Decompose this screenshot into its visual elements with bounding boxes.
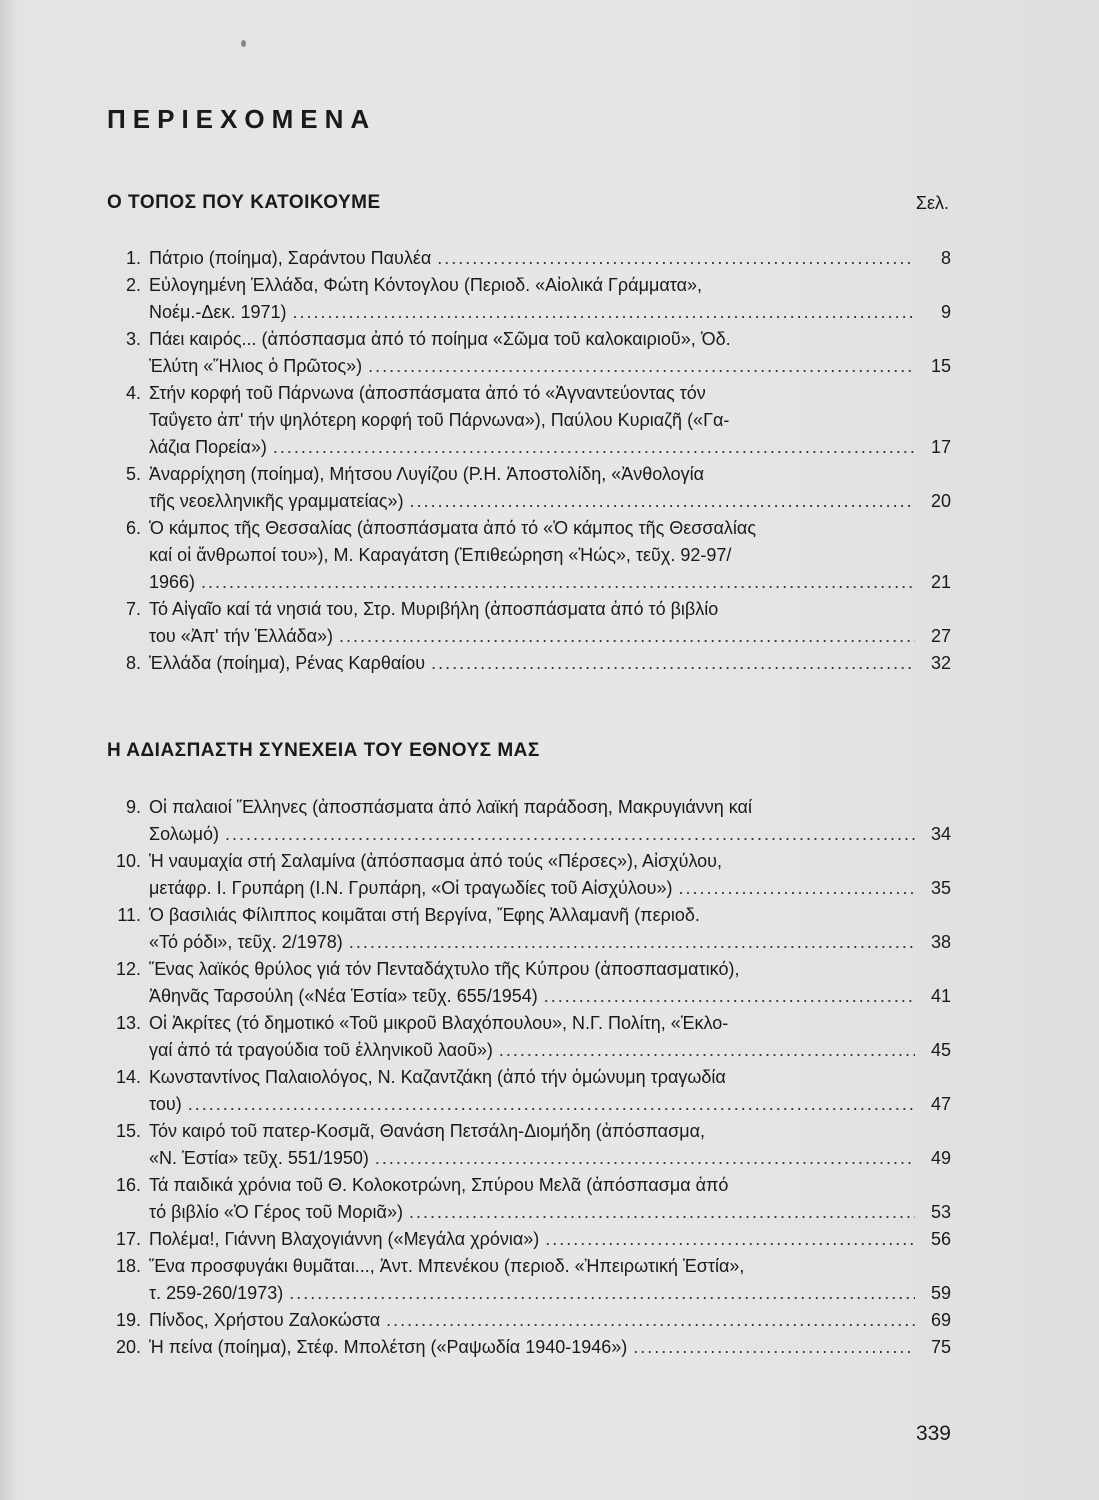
entry-text: Οἱ παλαιοί Ἕλληνες (ἀποσπάσματα ἀπό λαϊκή παράδοση, Μακρυγιάννη καί xyxy=(149,797,752,817)
toc-entry xyxy=(107,650,951,677)
toc-entry xyxy=(107,515,951,596)
toc-section-1 xyxy=(107,245,951,677)
entry-page: 17 xyxy=(930,437,951,457)
toc-entry xyxy=(107,1307,951,1334)
toc-entry xyxy=(107,848,951,902)
entry-page: 34 xyxy=(930,824,951,844)
entry-number: 11. xyxy=(117,905,141,925)
entry-page: 41 xyxy=(930,986,951,1006)
dot-leader xyxy=(431,650,915,677)
entry-number: 15. xyxy=(115,1121,141,1141)
dot-leader xyxy=(349,929,915,956)
page-column-label: Σελ. xyxy=(915,193,949,213)
entry-text: Οἱ Ἀκρίτες (τό δημοτικό «Τοῦ μικροῦ Βλαχόπουλου», Ν.Γ. Πολίτη, «Ἐκλο- xyxy=(149,1013,729,1033)
dot-leader xyxy=(201,569,915,596)
entry-page: 20 xyxy=(930,491,951,511)
toc-entry xyxy=(107,956,951,1010)
toc-entry xyxy=(107,272,951,326)
entry-number: 10. xyxy=(115,851,141,871)
entry-number: 5. xyxy=(125,464,141,484)
toc-entry xyxy=(107,461,951,515)
entry-text: «Τό ρόδι», τεῦχ. 2/1978) xyxy=(149,932,343,952)
entry-text: Ἡ πείνα (ποίημα), Στέφ. Μπολέτση («Ραψωδία 1940-1946») xyxy=(149,1337,628,1357)
entry-text: Ταΰγετο ἀπ' τήν ψηλότερη κορφή τοῦ Πάρνωνα»), Παύλου Κυριαζῆ («Γα- xyxy=(149,410,730,430)
toc-entry xyxy=(107,1253,951,1307)
dot-leader xyxy=(289,1280,915,1307)
entry-text: Τόν καιρό τοῦ πατερ-Κοσμᾶ, Θανάση Πετσάλη-Διομήδη (ἀπόσπασμα, xyxy=(149,1121,705,1141)
section-title-2: Η ΑΔΙΑΣΠΑΣΤΗ ΣΥΝΕΧΕΙΑ ΤΟΥ ΕΘΝΟΥΣ ΜΑΣ xyxy=(107,740,540,761)
dot-leader xyxy=(499,1037,915,1064)
dot-leader xyxy=(273,434,915,461)
toc-entry xyxy=(107,596,951,650)
dot-leader xyxy=(386,1307,915,1334)
entry-text: Ἕνα προσφυγάκι θυμᾶται..., Ἀντ. Μπενέκου (περιοδ. «Ἠπειρωτική Ἑστία», xyxy=(149,1256,745,1276)
entry-text: Κωνσταντίνος Παλαιολόγος, Ν. Καζαντζάκη (ἀπό τήν ὁμώνυμη τραγωδία xyxy=(149,1067,726,1087)
entry-text: του) xyxy=(149,1094,182,1114)
entry-page: 56 xyxy=(930,1229,951,1249)
toc-entry xyxy=(107,326,951,380)
toc-entry xyxy=(107,794,951,848)
entry-text: Πίνδος, Χρήστου Ζαλοκώστα xyxy=(149,1310,381,1330)
entry-text: καί οἱ ἄνθρωποί του»), Μ. Καραγάτση (Ἐπιθεώρηση «Ἠώς», τεῦχ. 92-97/ xyxy=(149,545,732,565)
entry-page: 35 xyxy=(930,878,951,898)
toc-section-2 xyxy=(107,794,951,1361)
entry-number: 13. xyxy=(115,1013,141,1033)
entry-text: Ἑλλάδα (ποίημα), Ρένας Καρθαίου xyxy=(149,653,426,673)
entry-text: Πάτριο (ποίημα), Σαράντου Παυλέα xyxy=(149,248,432,268)
toc-entry xyxy=(107,380,951,461)
dot-leader xyxy=(339,623,915,650)
dot-leader xyxy=(544,983,915,1010)
dot-leader xyxy=(409,1199,915,1226)
entry-text: γαί ἀπό τά τραγούδια τοῦ ἑλληνικοῦ λαοῦ») xyxy=(149,1040,493,1060)
entry-text: του «Ἀπ' τήν Ἑλλάδα») xyxy=(149,626,334,646)
entry-page: 32 xyxy=(930,653,951,673)
entry-text: Ἕνας λαϊκός θρύλος γιά τόν Πενταδάχτυλο τῆς Κύπρου (ἀποσπασματικό), xyxy=(149,959,740,979)
toc-entry xyxy=(107,1010,951,1064)
entry-text: Ὁ βασιλιάς Φίλιππος κοιμᾶται στή Βεργίνα, Ἔφης Ἀλλαμανῆ (περιοδ. xyxy=(149,905,700,925)
dot-leader xyxy=(545,1226,915,1253)
entry-text: Πολέμα!, Γιάννη Βλαχογιάννη («Μεγάλα χρόνια») xyxy=(149,1229,540,1249)
entry-text: μετάφρ. Ι. Γρυπάρη (Ι.Ν. Γρυπάρη, «Οἱ τραγωδίες τοῦ Αἰσχύλου») xyxy=(149,878,673,898)
dot-leader xyxy=(410,488,915,515)
toc-entry xyxy=(107,1118,951,1172)
ink-speck xyxy=(241,40,246,47)
entry-page: 8 xyxy=(940,248,951,268)
entry-page: 49 xyxy=(930,1148,951,1168)
toc-entry xyxy=(107,1334,951,1361)
entry-number: 19. xyxy=(115,1310,141,1330)
entry-number: 17. xyxy=(115,1229,141,1249)
entry-page: 45 xyxy=(930,1040,951,1060)
dot-leader xyxy=(225,821,915,848)
entry-number: 2. xyxy=(125,275,141,295)
entry-number: 16. xyxy=(115,1175,141,1195)
entry-text: Σολωμό) xyxy=(149,824,219,844)
toc-entry xyxy=(107,902,951,956)
toc-entry xyxy=(107,1226,951,1253)
entry-text: Τό Αἰγαῖο καί τά νησιά του, Στρ. Μυριβήλη (ἀποσπάσματα ἀπό τό βιβλίο xyxy=(149,599,719,619)
entry-page: 47 xyxy=(930,1094,951,1114)
entry-page: 38 xyxy=(930,932,951,952)
dot-leader xyxy=(678,875,915,902)
entry-number: 4. xyxy=(125,383,141,403)
entry-text: Πάει καιρός... (ἀπόσπασμα ἀπό τό ποίημα «Σῶμα τοῦ καλοκαιριοῦ», Ὀδ. xyxy=(149,329,731,349)
entry-text: τῆς νεοελληνικῆς γραμματείας») xyxy=(149,491,404,511)
entry-number: 18. xyxy=(115,1256,141,1276)
entry-page: 69 xyxy=(930,1310,951,1330)
entry-page: 15 xyxy=(930,356,951,376)
entry-page: 59 xyxy=(930,1283,951,1303)
entry-text: τ. 259-260/1973) xyxy=(149,1283,284,1303)
entry-page: 27 xyxy=(930,626,951,646)
entry-text: Εὐλογημένη Ἑλλάδα, Φώτη Κόντογλου (Περιοδ. «Αἰολικά Γράμματα», xyxy=(149,275,702,295)
entry-text: 1966) xyxy=(149,572,196,592)
page-number: 339 xyxy=(915,1422,951,1445)
entry-number: 14. xyxy=(115,1067,141,1087)
entry-text: Ἀναρρίχηση (ποίημα), Μήτσου Λυγίζου (Ρ.Η. Ἀποστολίδη, «Ἀνθολογία xyxy=(149,464,705,484)
entry-number: 8. xyxy=(125,653,141,673)
entry-page: 75 xyxy=(930,1337,951,1357)
entry-text: Τά παιδικά χρόνια τοῦ Θ. Κολοκοτρώνη, Σπύρου Μελᾶ (ἀπόσπασμα ἀπό xyxy=(149,1175,729,1195)
entry-text: Ἡ ναυμαχία στή Σαλαμίνα (ἀπόσπασμα ἀπό τούς «Πέρσες»), Αἰσχύλου, xyxy=(149,851,723,871)
entry-number: 1. xyxy=(125,248,141,268)
entry-text: Στήν κορφή τοῦ Πάρνωνα (ἀποσπάσματα ἀπό τό «Ἀγναντεύοντας τόν xyxy=(149,383,706,403)
entry-text: «Ν. Ἑστία» τεῦχ. 551/1950) xyxy=(149,1148,369,1168)
entry-page: 9 xyxy=(940,302,951,322)
page-title: ΠΕΡΙΕΧΟΜΕΝΑ xyxy=(107,104,377,134)
entry-number: 3. xyxy=(125,329,141,349)
entry-text: Νοέμ.-Δεκ. 1971) xyxy=(149,302,287,322)
dot-leader xyxy=(188,1091,915,1118)
entry-number: 9. xyxy=(125,797,141,817)
entry-page: 53 xyxy=(930,1202,951,1222)
dot-leader xyxy=(437,245,915,272)
section-title-1: Ο ΤΟΠΟΣ ΠΟΥ ΚΑΤΟΙΚΟΥΜΕ xyxy=(107,192,381,213)
entry-number: 20. xyxy=(115,1337,141,1357)
dot-leader xyxy=(633,1334,915,1361)
entry-text: λάζια Πορεία») xyxy=(149,437,267,457)
dot-leader xyxy=(368,353,915,380)
toc-entry xyxy=(107,245,951,272)
dot-leader xyxy=(375,1145,915,1172)
entry-number: 12. xyxy=(115,959,141,979)
entry-text: Ἐλύτη «Ἥλιος ὁ Πρῶτος») xyxy=(149,356,363,376)
entry-text: τό βιβλίο «Ὁ Γέρος τοῦ Μοριᾶ») xyxy=(149,1202,403,1222)
toc-entry xyxy=(107,1064,951,1118)
entry-page: 21 xyxy=(930,572,951,592)
dot-leader xyxy=(293,299,916,326)
entry-text: Ὁ κάμπος τῆς Θεσσαλίας (ἀποσπάσματα ἀπό τό «Ὁ κάμπος τῆς Θεσσαλίας xyxy=(149,518,757,538)
toc-entry xyxy=(107,1172,951,1226)
entry-number: 6. xyxy=(125,518,141,538)
entry-text: Ἀθηνᾶς Ταρσούλη («Νέα Ἑστία» τεῦχ. 655/1954) xyxy=(149,986,538,1006)
entry-number: 7. xyxy=(125,599,141,619)
